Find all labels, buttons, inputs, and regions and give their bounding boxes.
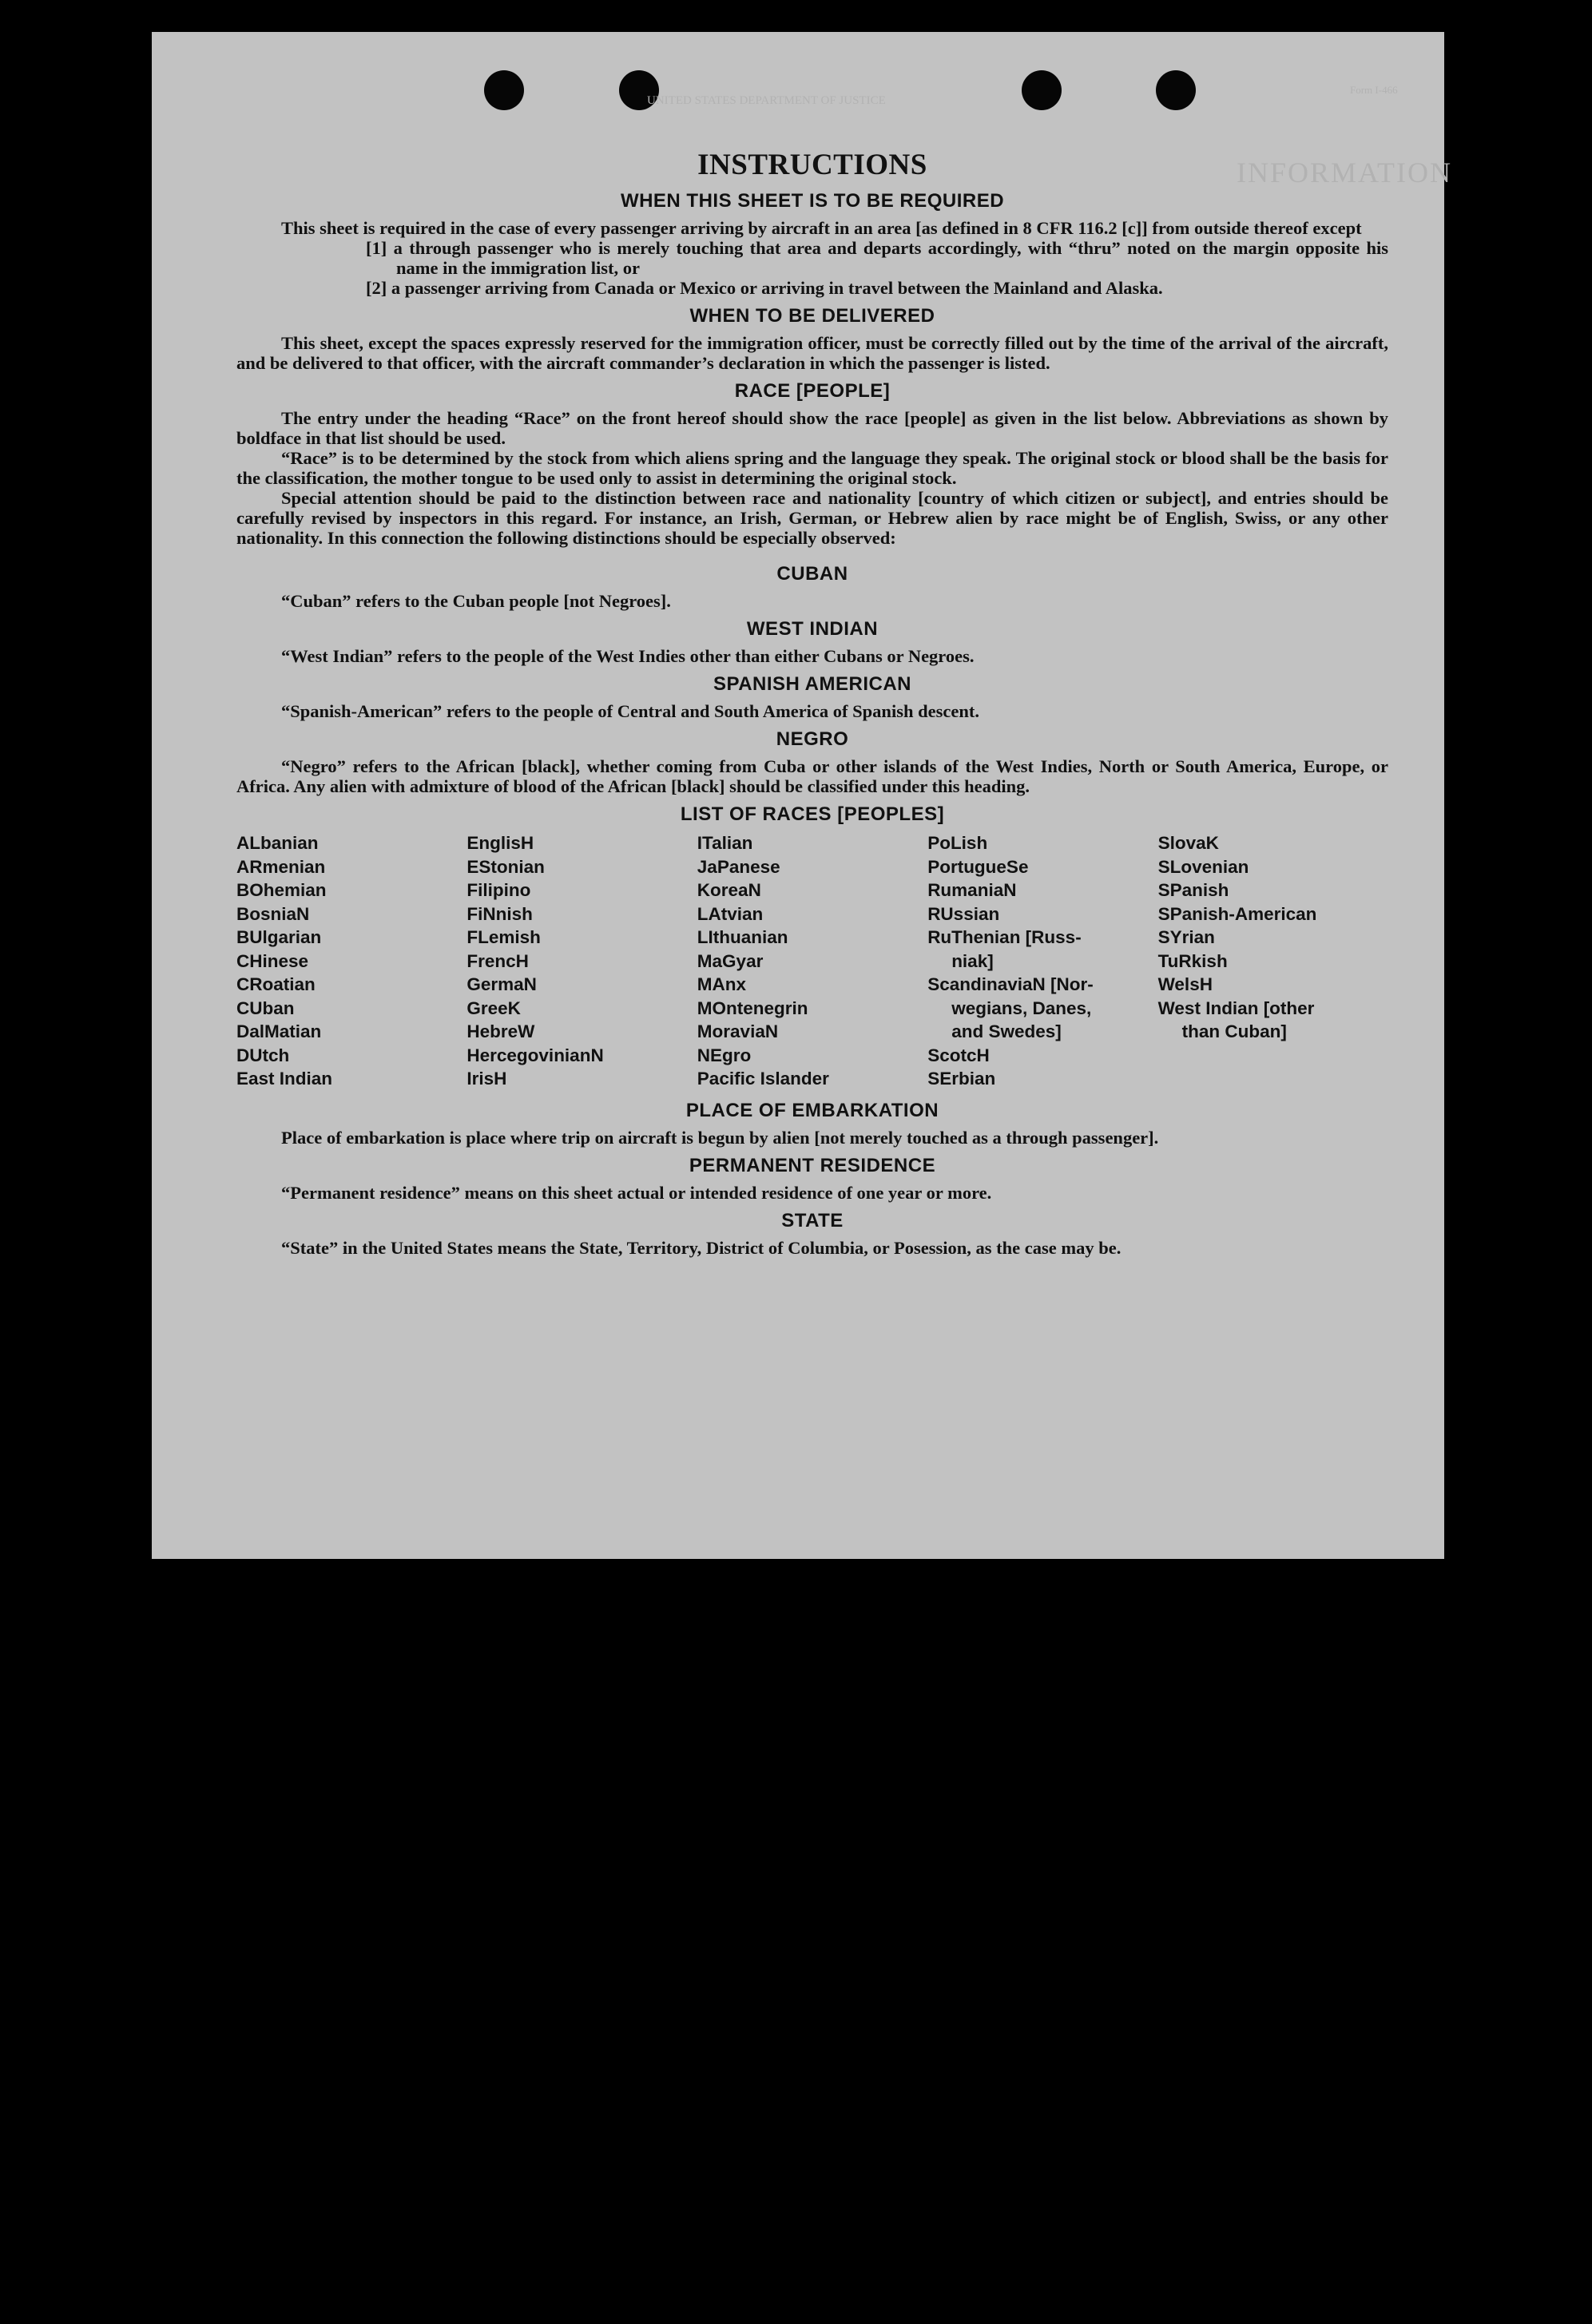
- section-heading-required: WHEN THIS SHEET IS TO BE REQUIRED: [620, 190, 1005, 212]
- section-heading-negro: NEGRO: [776, 728, 849, 750]
- bleed-through-header: UNITED STATES DEPARTMENT OF JUSTICE: [647, 94, 886, 107]
- race-list-item: PortugueSe: [927, 856, 1029, 877]
- race-list-item: SlovaK: [1157, 833, 1219, 853]
- race-list-column: [927, 831, 1157, 1091]
- race-list-item: Pacific Islander: [697, 1069, 829, 1089]
- race-list-item: and Swedes]: [951, 1021, 1062, 1041]
- race-paragraph-1: The entry under the heading “Race” on the front hereof should show the race [people] as given in the list below. Abbreviations as shown by boldface in that list should be used.: [236, 408, 1388, 448]
- section-heading-race-list: LIST OF RACES [PEOPLES]: [680, 803, 945, 825]
- section-heading-race: RACE [PEOPLE]: [734, 380, 891, 402]
- section-heading-spanish-american: SPANISH AMERICAN: [713, 673, 911, 695]
- race-list-item: DUtch: [236, 1045, 290, 1065]
- punch-hole: [1156, 70, 1196, 110]
- race-list-item: CRoatian: [236, 974, 316, 994]
- bleed-through-form-number: Form I-466: [1350, 84, 1398, 96]
- race-list-column: [236, 831, 466, 1091]
- race-list-item: wegians, Danes,: [951, 997, 1092, 1018]
- required-body: This sheet is required in the case of every passenger arriving by aircraft in an area [as defined in 8 CFR 116.2 [c]] from outside thereof except: [281, 218, 1362, 238]
- section-heading-embarkation: PLACE OF EMBARKATION: [685, 1099, 939, 1121]
- race-list-item: MAnx: [697, 974, 747, 994]
- race-list-item: SPanish-American: [1157, 903, 1317, 924]
- race-list-item: niak]: [951, 950, 994, 971]
- punch-hole: [484, 70, 524, 110]
- section-heading-residence: PERMANENT RESIDENCE: [689, 1154, 936, 1176]
- race-list-item: GermaN: [466, 974, 537, 994]
- race-list-item: East Indian: [236, 1069, 333, 1089]
- page-title: INSTRUCTIONS: [697, 149, 927, 181]
- race-list-item: IrisH: [466, 1069, 507, 1089]
- race-list-item: SErbian: [927, 1069, 996, 1089]
- state-body: “State” in the United States means the State, Territory, District of Columbia, or Posession, as the case may be.: [281, 1237, 1122, 1258]
- race-list-item: SPanish: [1157, 880, 1229, 900]
- race-list-item: BUlgarian: [236, 927, 322, 947]
- residence-body: “Permanent residence” means on this sheet actual or intended residence of one year or more.: [281, 1182, 992, 1203]
- race-list-item: EnglisH: [466, 833, 534, 853]
- race-list-item: RUssian: [927, 903, 1000, 924]
- race-paragraph-2: “Race” is to be determined by the stock from which aliens spring and the language they speak. The original stock or blood shall be the basis for the classification, the mother tongue to be used only to assist in determining the original stock.: [236, 448, 1388, 488]
- race-list-item: MaGyar: [697, 950, 764, 971]
- race-list-item: HercegovinianN: [466, 1045, 604, 1065]
- race-list-item: ScotcH: [927, 1045, 990, 1065]
- race-list-item: BosniaN: [236, 903, 310, 924]
- race-list-item: MOntenegrin: [697, 997, 808, 1018]
- race-list-column: [1158, 831, 1388, 1091]
- race-list-item: SYrian: [1157, 927, 1215, 947]
- west-indian-body: “West Indian” refers to the people of the West Indies other than either Cubans or Negroes.: [281, 646, 975, 666]
- race-list-item: ALbanian: [236, 833, 319, 853]
- section-heading-west-indian: WEST INDIAN: [746, 618, 879, 640]
- race-list-item: BOhemian: [236, 880, 327, 900]
- race-paragraph-3: Special attention should be paid to the distinction between race and nationality [country of which citizen or subject], and entries should be carefully revised by inspectors in this regard. For instance, an Irish, German, or Hebrew alien by race might be of English, Swiss, or any other nationality. In this connection the following distinctions should be especially observed:: [236, 488, 1388, 548]
- delivered-body: This sheet, except the spaces expressly reserved for the immigration officer, must be correctly filled out by the time of the arrival of the aircraft, and be delivered to that officer, with the aircraft commander’s declaration in which the passenger is listed.: [236, 333, 1388, 373]
- document-sheet: [152, 32, 1453, 1559]
- race-list-item: FrencH: [466, 950, 529, 971]
- required-exception-1: [1] a through passenger who is merely touching that area and departs accordingly, with “thru” noted on the margin opposite his name in the immigration list, or: [366, 238, 1388, 278]
- race-list-item: RumaniaN: [927, 880, 1017, 900]
- race-list-item: CUban: [236, 997, 295, 1018]
- race-list-item: JaPanese: [697, 856, 780, 877]
- race-list-item: GreeK: [466, 997, 521, 1018]
- race-list-item: than Cuban]: [1181, 1021, 1287, 1041]
- section-heading-cuban: CUBAN: [776, 563, 848, 585]
- punch-hole: [1022, 70, 1062, 110]
- race-list-item: MoraviaN: [697, 1021, 779, 1041]
- race-list: [236, 831, 1388, 1091]
- instructions-content: [236, 116, 1388, 1258]
- race-list-item: FiNnish: [466, 903, 533, 924]
- race-list-column: [697, 831, 927, 1091]
- race-list-item: CHinese: [236, 950, 309, 971]
- race-list-item: DalMatian: [236, 1021, 322, 1041]
- negro-body: “Negro” refers to the African [black], whether coming from Cuba or other islands of the West Indies, North or South America, Europe, or Africa. Any alien with admixture of blood of the African [black] should be classified under this heading.: [236, 756, 1388, 796]
- bleed-through-title: INFORMATION: [1237, 157, 1453, 188]
- race-list-item: LAtvian: [697, 903, 764, 924]
- embarkation-body: Place of embarkation is place where trip on aircraft is begun by alien [not merely touched as a through passenger].: [281, 1127, 1159, 1148]
- race-list-item: HebreW: [466, 1021, 535, 1041]
- race-list-item: PoLish: [927, 833, 988, 853]
- race-list-item: WelsH: [1157, 974, 1213, 994]
- required-exception-2: [2] a passenger arriving from Canada or Mexico or arriving in travel between the Mainland and Alaska.: [366, 278, 1163, 298]
- cuban-body: “Cuban” refers to the Cuban people [not Negroes].: [281, 591, 671, 611]
- race-list-item: RuThenian [Russ-: [927, 927, 1082, 947]
- race-list-item: NEgro: [697, 1045, 752, 1065]
- race-list-item: KoreaN: [697, 880, 761, 900]
- race-list-column: [466, 831, 697, 1091]
- race-list-item: West Indian [other: [1157, 997, 1315, 1018]
- race-list-item: ARmenian: [236, 856, 326, 877]
- race-list-item: Filipino: [466, 880, 531, 900]
- race-list-item: LIthuanian: [697, 927, 788, 947]
- race-list-item: ITalian: [697, 833, 753, 853]
- race-list-item: TuRkish: [1157, 950, 1228, 971]
- race-list-item: EStonian: [466, 856, 545, 877]
- spanish-american-body: “Spanish-American” refers to the people of Central and South America of Spanish descent.: [281, 701, 979, 721]
- race-list-item: ScandinaviaN [Nor-: [927, 974, 1094, 994]
- race-list-item: FLemish: [466, 927, 541, 947]
- race-list-item: SLovenian: [1157, 856, 1249, 877]
- section-heading-delivered: WHEN TO BE DELIVERED: [689, 305, 935, 327]
- section-heading-state: STATE: [781, 1209, 844, 1231]
